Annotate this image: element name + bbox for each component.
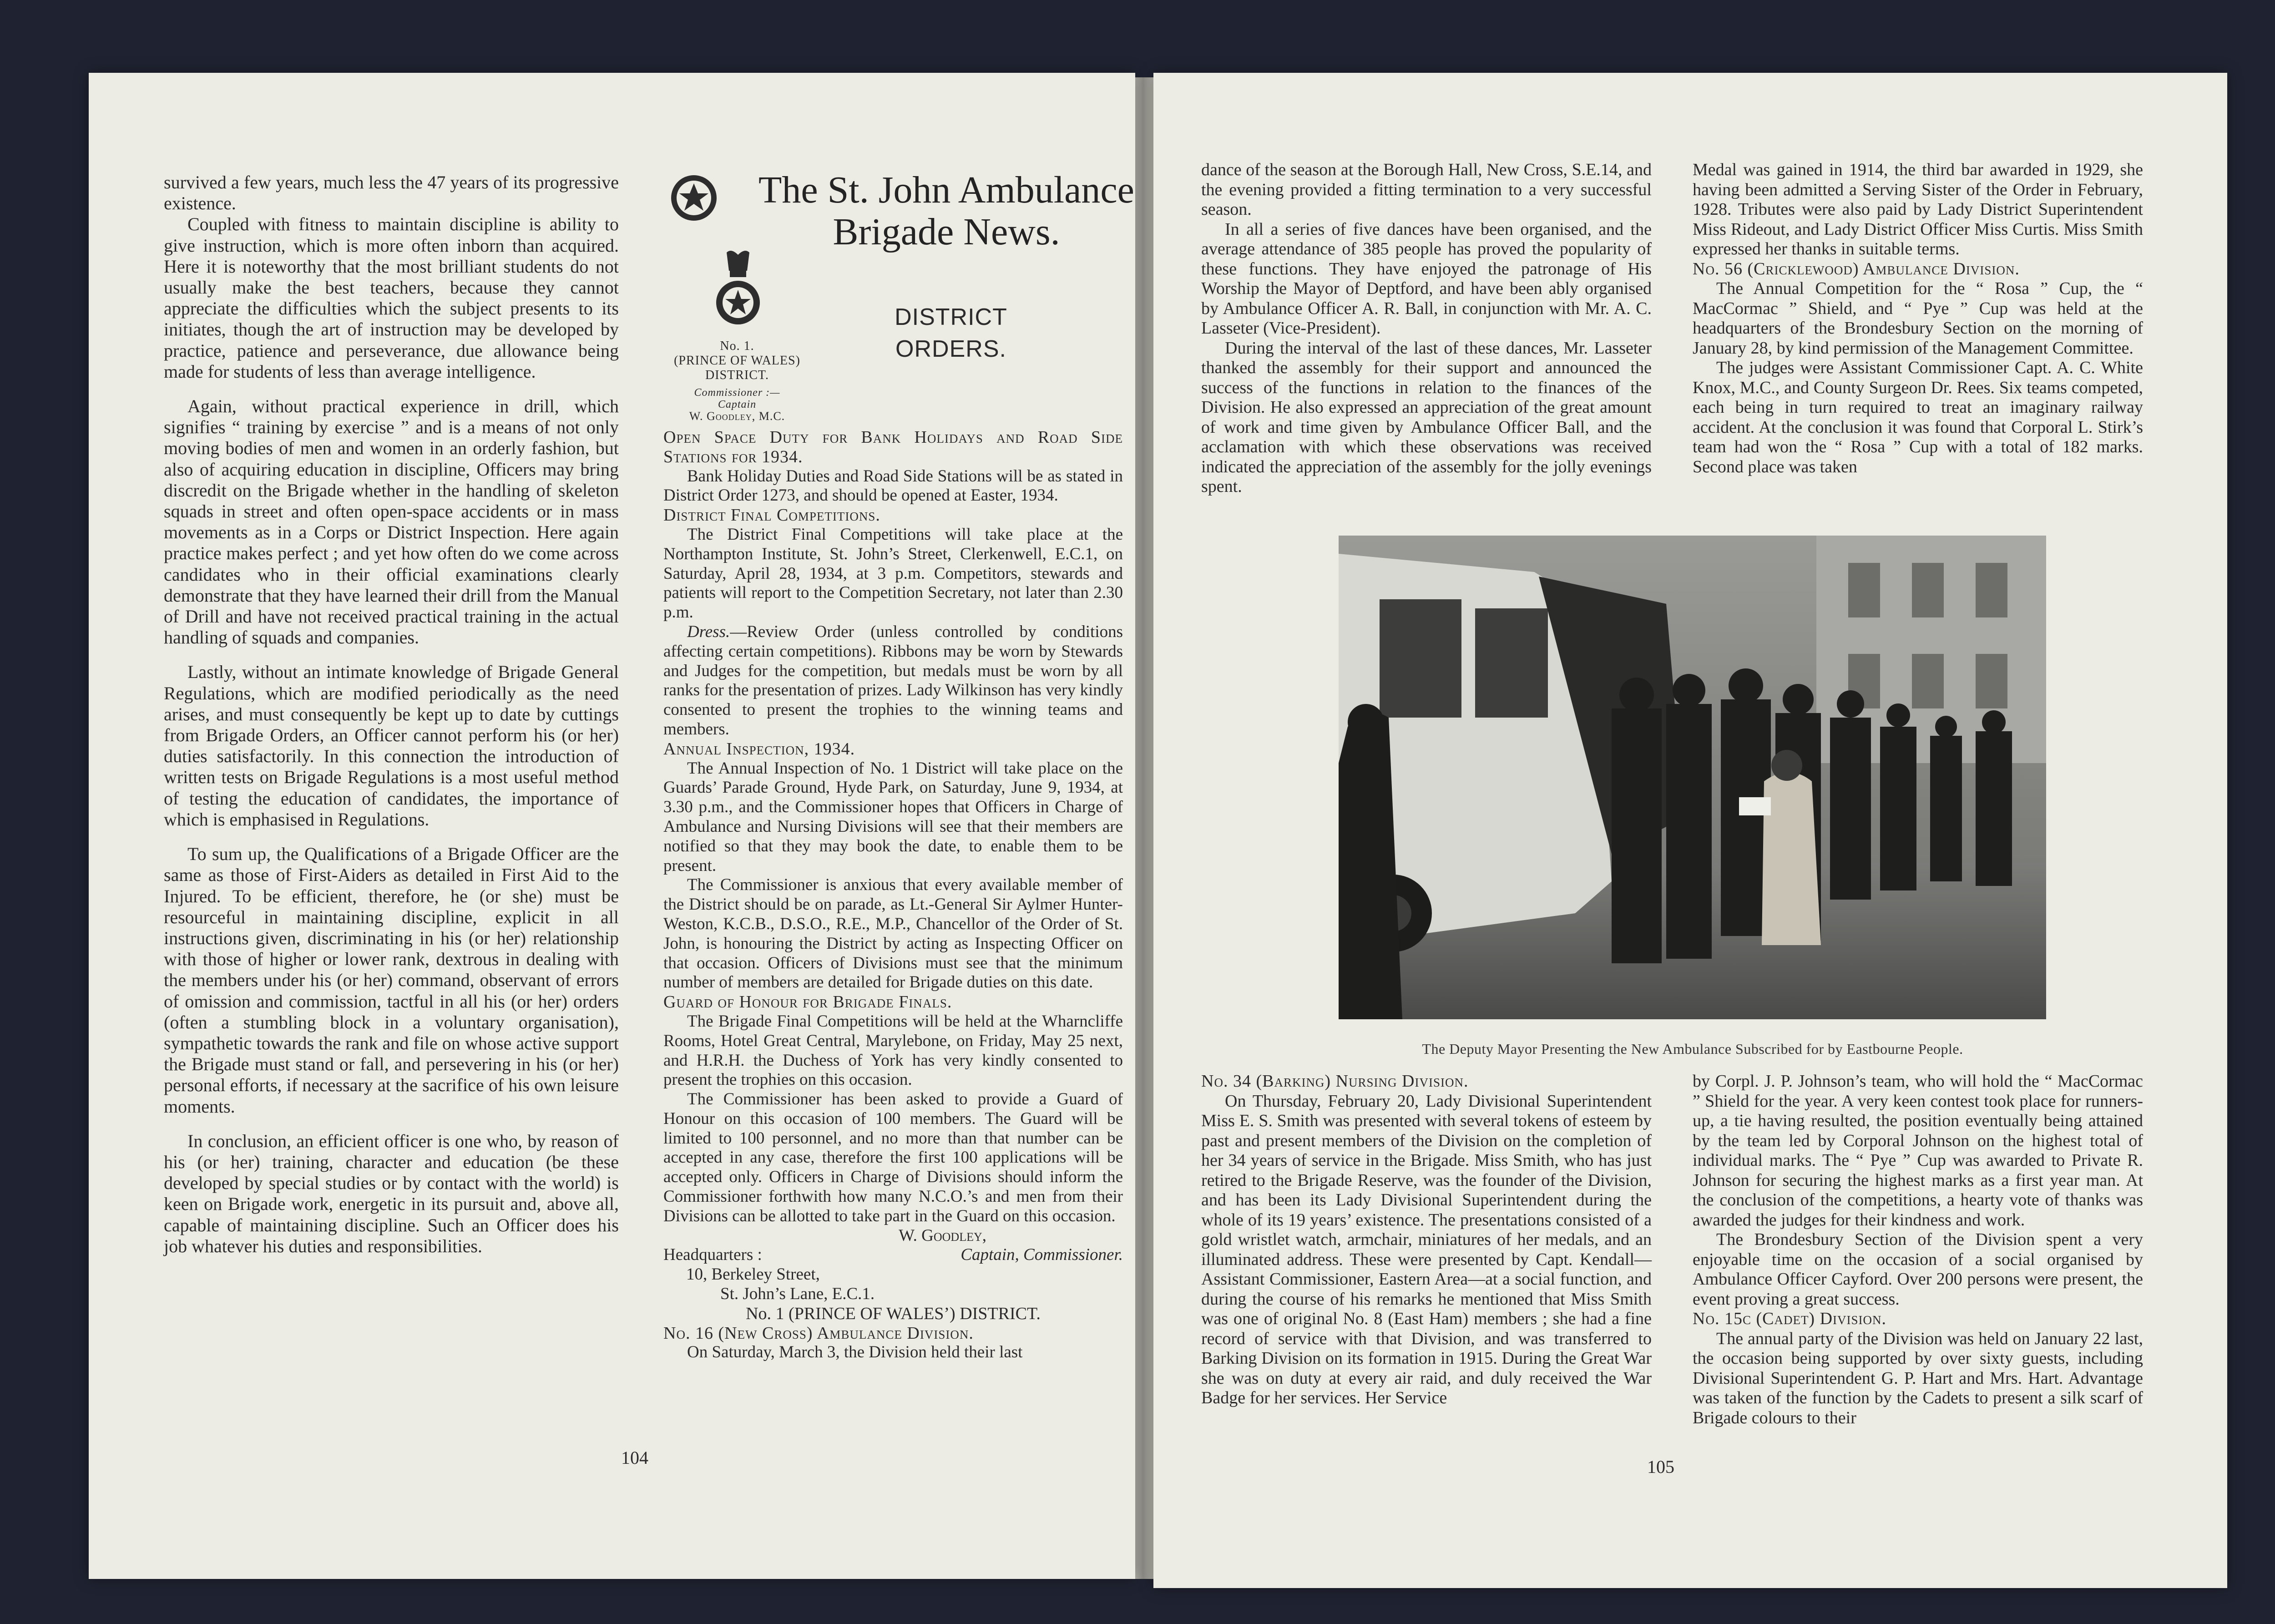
signature-name: W. Goodley, (899, 1226, 986, 1245)
paragraph: During the interval of the last of these dances, Mr. Lasseter thanked the assembly for their support and announced the success of the functions in relation to the finances of the Division. He also expressed an appreciation of the great amount of work and time given by Ambulance Officer Ball, and the acclamation with which these observations was received indicated the appreciation of the assembly for the jolly evenings spent. (1201, 338, 1652, 496)
photo-caption: The Deputy Mayor Presenting the New Ambulance Subscribed for by Eastbourne People. (1422, 1041, 1963, 1057)
address-line: St. John’s Lane, E.C.1. (720, 1285, 875, 1304)
right-col4 (1693, 1072, 2143, 1428)
page-number-left: 104 (621, 1447, 648, 1468)
left-col1 (164, 172, 619, 1257)
section-heading: Annual Inspection, 1934. (663, 739, 855, 759)
paragraph: Again, without practical experience in drill, which signifies “ training by exercise ” and is a means of not only moving bodies of men and women in an orderly fashion, but also of acquiring education in discipline, Officers may bring discredit on the Brigade whether in the handling of skeleton squads in street and often open-space accidents or in mass movements as in a Corps or District Inspection. Here again practice makes perfect ; and yet how often do we come across candidates who in their official examinations clearly demonstrate that they have learned their drill from the Manual of Drill and have not received practical training in the actual handling of squads and companies. (164, 396, 619, 648)
commissioner-name: W. Goodley, M.C. (689, 410, 785, 423)
paragraph: The District Final Competitions will take place at the Northampton Institute, St. John’s Street, Clerkenwell, E.C.1, on Saturday, April 28, 1934, at 3 p.m. Competitors, stewards and patients will report to the Competition Secretary, not later than 2.30 p.m. (663, 525, 1123, 622)
left-col2 (663, 428, 1123, 1362)
st-john-emblem-icon (669, 171, 719, 234)
dress-lead: Dress. (687, 622, 730, 641)
district-word: DISTRICT. (705, 368, 769, 382)
paragraph (663, 622, 1123, 739)
paragraph: To sum up, the Qualifications of a Brigade Officer are the same as those of First-Aiders as detailed in First Aid to the Injured. To be efficient, therefore, he (or she) must be resourceful in maintaining discipline, explicit in all instructions given, discriminating in his (or her) relationship with those of higher or lower rank, dextrous in dealing with the members under his (or her) command, observant of errors of omission and commission, tactful in all his (or her) orders (often a stumbling block in a voluntary organisation), sympathetic towards the rank and file on whose active support the Brigade must stand or fall, and persevering in his (or her) personal efforts, if necessary at the sacrifice of his own leisure moments. (164, 844, 619, 1117)
paragraph: The Annual Competition for the “ Rosa ” Cup, the “ MacCormac ” Shield, and “ Pye ” Cup was held at the headquarters of the Brondesbury Section on the morning of January 28, by kind permission of the Management Committee. (1693, 279, 2143, 358)
book-gutter (1133, 77, 1156, 1579)
section-heading: No. 15c (Cadet) Division. (1693, 1309, 1887, 1328)
paragraph: Coupled with fitness to maintain discipline is ability to give instruction, which is more often inborn than acquired. Here it is noteworthy that the most brilliant students do not usually make the best teachers, because they cannot appreciate the difficulties which the subject presents to its initiates, though the art of instruction may be developed by practice, patience and perseverance, due allowance being made for students of less than average intelligence. (164, 214, 619, 382)
district-name: (PRINCE OF WALES) (674, 354, 800, 368)
ambulance-photograph (1339, 536, 2046, 1019)
paragraph: Bank Holiday Duties and Road Side Stations will be as stated in District Order 1273, and should be opened at Easter, 1934. (663, 466, 1123, 505)
hq-label: Headquarters : (663, 1245, 762, 1265)
paragraph: In conclusion, an efficient officer is one who, by reason of his (or her) training, character and education (be these developed by special studies or by contact with the world) is keen on Brigade work, energetic in its pursuit and, above all, capable of maintaining discipline. Such an Officer does his job whatever his duties and responsibilities. (164, 1130, 619, 1256)
right-col2 (1693, 160, 2143, 477)
paragraph: The Brigade Final Competitions will be held at the Wharncliffe Rooms, Hotel Great Central, Marylebone, on Friday, May 25 next, and H.R.H. the Duchess of York has very kindly consented to present the trophies on this occasion. (663, 1012, 1123, 1089)
section-heading: No. 56 (Cricklewood) Ambulance Division. (1693, 259, 2020, 278)
district-no: No. 1. (720, 339, 754, 353)
address-line: 10, Berkeley Street, (686, 1265, 820, 1284)
district-orders-heading (855, 301, 1046, 365)
dress-text: —Review Order (unless controlled by conditions affecting certain competitions). Ribbons may be worn by Stewards and Judges for the competition, but medals must be worn by all ranks for the presentation of prizes. Lady Wilkinson has very kindly consented to present the trophies to the winning teams and members. (663, 622, 1123, 739)
signature-title: Captain, Commissioner. (961, 1245, 1123, 1265)
section-heading: Guard of Honour for Brigade Finals. (663, 992, 952, 1012)
district-heading: No. 1 (PRINCE OF WALES’) DISTRICT. (746, 1304, 1041, 1323)
masthead-title-line1: The St. John Ambulance (758, 169, 1134, 211)
masthead-title-line2: Brigade News. (833, 211, 1060, 253)
section-heading: No. 34 (Barking) Nursing Division. (1201, 1072, 1469, 1091)
commissioner-block (646, 387, 828, 422)
signature-row (663, 1245, 1123, 1265)
right-col1 (1201, 160, 1652, 497)
paragraph: The Brondesbury Section of the Division spent a very enjoyable time on the occasion of a social organised by Ambulance Officer Cayford. Over 200 persons were present, the event proving a great success. (1693, 1230, 2143, 1309)
paragraph: by Corpl. J. P. Johnson’s team, who will hold the “ MacCormac ” Shield for the year. A very keen contest took place for runners-up, a tie having resulted, the position eventually being attained by the team led by Corporal Johnson on the highest total of individual marks. The “ Pye ” Cup was awarded to Private R. Johnson for securing the highest marks as a first year man. At the conclusion of the competitions, a hearty vote of thanks was awarded the judges for their kindness and work. (1693, 1072, 2143, 1229)
paragraph: The annual party of the Division was held on January 22 last, the occasion being supported by over sixty guests, including Divisional Superintendent G. P. Hart and Mrs. Hart. Advantage was taken of the function by the Cadets to present a silk scarf of Brigade colours to their (1693, 1329, 2143, 1427)
right-col3 (1201, 1072, 1652, 1408)
paragraph: survived a few years, much less the 47 years of its progressive existence. (164, 172, 619, 214)
paragraph: Lastly, without an intimate knowledge of Brigade General Regulations, which are modified periodically as the need arises, and must consequently be kept up to date by cuttings from Brigade Orders, an Officer cannot perform his (or her) duties satisfactorily. In this connection the introduction of written tests on Brigade Regulations is a most useful method of testing the education of candidates, the importance of which is emphasised in Regulations. (164, 662, 619, 830)
paragraph: The Commissioner has been asked to provide a Guard of Honour on this occasion of 100 members. The Guard will be limited to 100 personnel, and no more than that number can be accepted in any case, therefore the first 100 applications will be accepted only. Officers in Charge of Divisions should inform the Commissioner forthwith how many N.C.O.’s and men from their Divisions can be allotted to take part in the Guard on this occasion. (663, 1090, 1123, 1225)
paragraph: dance of the season at the Borough Hall, New Cross, S.E.14, and the evening provided a fitting termination to a very successful season. (1201, 160, 1652, 219)
district-label (664, 339, 810, 383)
paragraph: Medal was gained in 1914, the third bar awarded in 1929, she having been admitted a Serving Sister of the Order in February, 1928. Tributes were also paid by Lady District Superintendent Miss Rideout, and Lady District Officer Miss Curtis. Miss Smith expressed her thanks in suitable terms. (1693, 160, 2143, 258)
commissioner-label: Commissioner :— (694, 387, 780, 399)
paragraph: On Saturday, March 3, the Division held their last (687, 1343, 1023, 1362)
paragraph: The judges were Assistant Commissioner Capt. A. C. White Knox, M.C., and County Surgeon Dr. Rees. Six teams competed, each being in turn required to treat an imaginary railway accident. At the conclusion it was found that Corporal L. Stirk’s team had won the “ Rosa ” Cup with a total of 182 marks. Second place was taken (1693, 358, 2143, 476)
section-heading: District Final Competitions. (663, 506, 880, 525)
masthead-title (755, 169, 1138, 253)
district-orders-line2: ORDERS. (895, 336, 1006, 362)
paragraph: The Commissioner is anxious that every available member of the District should be on parade, as Lt.-General Sir Aylmer Hunter-Weston, K.C.B., D.S.O., R.E., M.P., Chancellor of the Order of St. John, is honouring the District by acting as Inspecting Officer on that occasion. Officers of Divisions must see that the minimum number of members are detailed for Brigade duties on this date. (663, 875, 1123, 992)
section-heading: Open Space Duty for Bank Holidays and Road Side Stations for 1934. (663, 428, 1123, 466)
page-number-right: 105 (1647, 1457, 1674, 1477)
district-orders-line1: DISTRICT (895, 304, 1007, 330)
paragraph: On Thursday, February 20, Lady Divisional Superintendent Miss E. S. Smith was presented with several tokens of esteem by past and present members of the Division on the completion of her 34 years of service in the Brigade. Miss Smith, who has just retired to the Brigade Reserve, was the founder of the Division, and has been its Lady Divisional Superintendent during the whole of its 19 years’ existence. The presentations consisted of a gold wristlet watch, armchair, miniatures of her medals, and an illuminated address. These were presented by Capt. Kendall—Assistant Commissioner, Eastern Area—at a social function, and during the course of his remarks he mentioned that Miss Smith was one of original No. 8 (East Ham) members ; she had a fine record of service with that Division, and was transferred to Barking Division on its formation in 1915. During the Great War she was on duty at every air raid, and duly received the War Badge for her services. Her Service (1201, 1091, 1652, 1407)
commissioner-rank: Captain (718, 399, 757, 410)
paragraph: In all a series of five dances have been organised, and the average attendance of 385 people has proved the popularity of these functions. They have enjoyed the patronage of His Worship the Mayor of Deptford, and have been ably organised by Ambulance Officer A. R. Ball, in conjunction with Mr. A. C. Lasseter (Vice-President). (1201, 219, 1652, 338)
section-heading: No. 16 (New Cross) Ambulance Division. (663, 1323, 974, 1343)
paragraph: The Annual Inspection of No. 1 District will take place on the Guards’ Parade Ground, Hyde Park, on Saturday, June 9, 1934, at 3.30 p.m., and the Commissioner hopes that Officers in Charge of Ambulance and Nursing Divisions will see that their members are notified so that they may book the date, to enable them to be present. (663, 759, 1123, 875)
prince-of-wales-badge-icon (711, 248, 765, 339)
